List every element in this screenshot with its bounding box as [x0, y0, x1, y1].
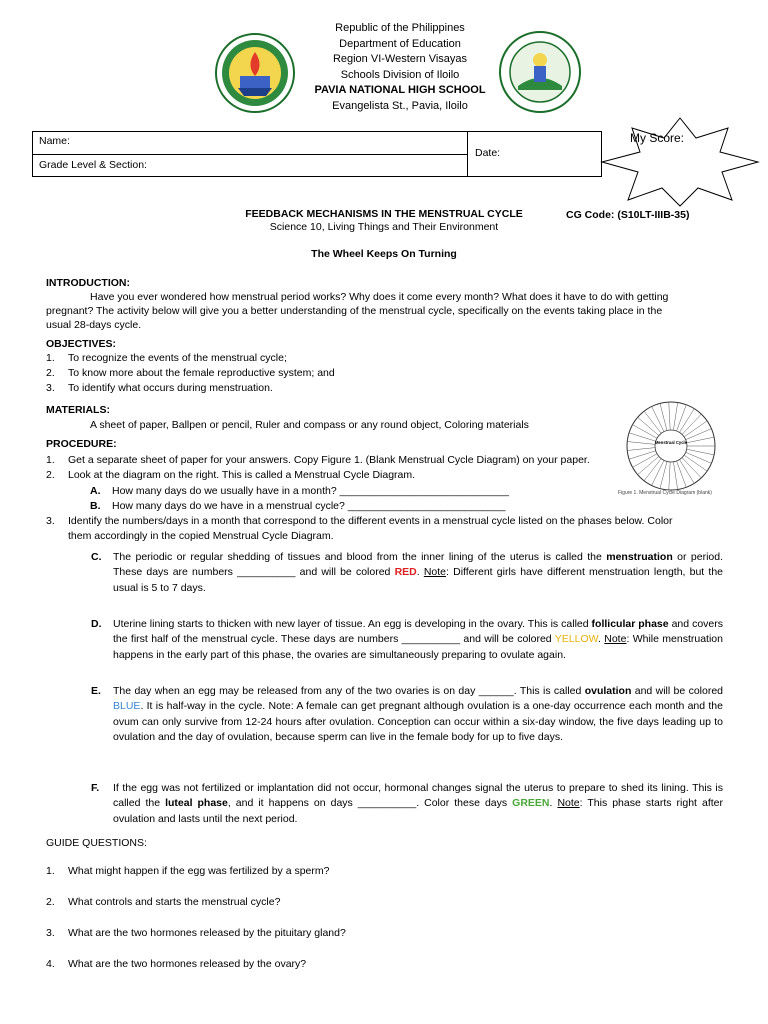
- header-address: Evangelista St., Pavia, Iloilo: [332, 99, 468, 112]
- header-division: Schools Division of Iloilo: [340, 68, 460, 81]
- info-left-column: [33, 132, 468, 176]
- color-blue-label: BLUE: [113, 700, 141, 713]
- intro-line-1: Have you ever wondered how menstrual period works? Why does it come every month? What does it have to do with getting: [90, 291, 669, 303]
- menstrual-cycle-wheel-diagram: [625, 400, 717, 492]
- date-label: Date:: [475, 147, 501, 159]
- grade-section-field[interactable]: [33, 155, 467, 177]
- materials-heading: MATERIALS:: [46, 404, 110, 416]
- materials-text: A sheet of paper, Ballpen or pencil, Ruler and compass or any round object, Coloring materials: [90, 419, 529, 431]
- procedure-step-3-cont: them accordingly in the copied Menstrual Cycle Diagram.: [68, 530, 334, 542]
- school-header: [300, 21, 500, 114]
- worksheet-title-block: [190, 208, 578, 234]
- header-republic: Republic of the Philippines: [335, 22, 465, 34]
- objectives-heading: OBJECTIVES:: [46, 338, 117, 350]
- worksheet-subtitle: Science 10, Living Things and Their Environment: [269, 221, 499, 233]
- grade-section-label: Grade Level & Section:: [39, 159, 147, 171]
- name-label: Name:: [39, 135, 70, 147]
- phase-luteal: F. If the egg was not fertilized or implantation did not occur, hormonal changes signal the uterus to prepare to shed its lining. This is called the luteal phase, and it happens on days __________. Color these days GREEN. Note: This phase starts right after ovulation and lasts until the next period.: [91, 782, 723, 825]
- intro-line-3: usual 28-days cycle.: [46, 319, 142, 331]
- score-label: My Score:: [630, 131, 685, 145]
- color-yellow-label: YELLOW: [554, 633, 598, 646]
- name-field[interactable]: [33, 132, 467, 155]
- intro-line-2: pregnant? The activity below will give you a better understanding of the menstrual cycle, specifically on the events taking place in the: [46, 305, 663, 317]
- phase-menstruation: C. The periodic or regular shedding of tissues and blood from the inner lining of the uterus is called the menstruation or period. These days are numbers __________ and will be colored RED. Note: Different girls have different menstruation length, but the usual is 5 to 7 days.: [91, 551, 723, 594]
- procedure-heading: PROCEDURE:: [46, 438, 117, 450]
- score-star-shape: [600, 116, 760, 208]
- student-info-box: [32, 131, 602, 177]
- introduction-heading: INTRODUCTION:: [46, 277, 130, 289]
- header-school-name: PAVIA NATIONAL HIGH SCHOOL: [314, 84, 486, 96]
- header-region: Region VI-Western Visayas: [332, 53, 468, 65]
- wheel-center-label: Menstrual Cycle: [654, 440, 688, 445]
- activity-title: The Wheel Keeps On Turning: [311, 248, 457, 260]
- color-green-label: GREEN: [512, 797, 550, 810]
- worksheet-title: FEEDBACK MECHANISMS IN THE MENSTRUAL CYCLE: [245, 208, 523, 220]
- cg-code: CG Code: (S10LT-IIIB-35): [566, 209, 690, 221]
- guide-questions-heading: GUIDE QUESTIONS:: [46, 837, 147, 849]
- phase-ovulation: E. The day when an egg may be released from any of the two ovaries is on day ______. This is called ovulation and will be colored BLUE. It is half-way in the cycle. Note: A female can get pregnant although ovulation is a one-day occurrence each month and the ovum can only survive from 12-24 hours after ovulation. Conception can occur within a six-day window, the five days leading up to ovulation and the day of ovulation, because sperm can live in the female body for up to five days.: [91, 685, 724, 743]
- color-red-label: RED: [394, 566, 417, 579]
- phase-follicular: D. Uterine lining starts to thicken with new layer of tissue. An egg is developing in the ovary. This is called follicular phase and covers the first half of the menstrual cycle. These days are numbers __________ and will be colored YELLOW. Note: While menstruation happens in the early part of this phase, the ovaries are simultaneously preparing to ovulate again.: [91, 618, 723, 661]
- deped-seal-logo: [498, 30, 582, 114]
- school-seal-logo: [214, 32, 296, 114]
- header-deped: Department of Education: [339, 37, 461, 50]
- figure-caption: Figure 1. Menstrual Cycle Diagram (blank): [618, 490, 712, 496]
